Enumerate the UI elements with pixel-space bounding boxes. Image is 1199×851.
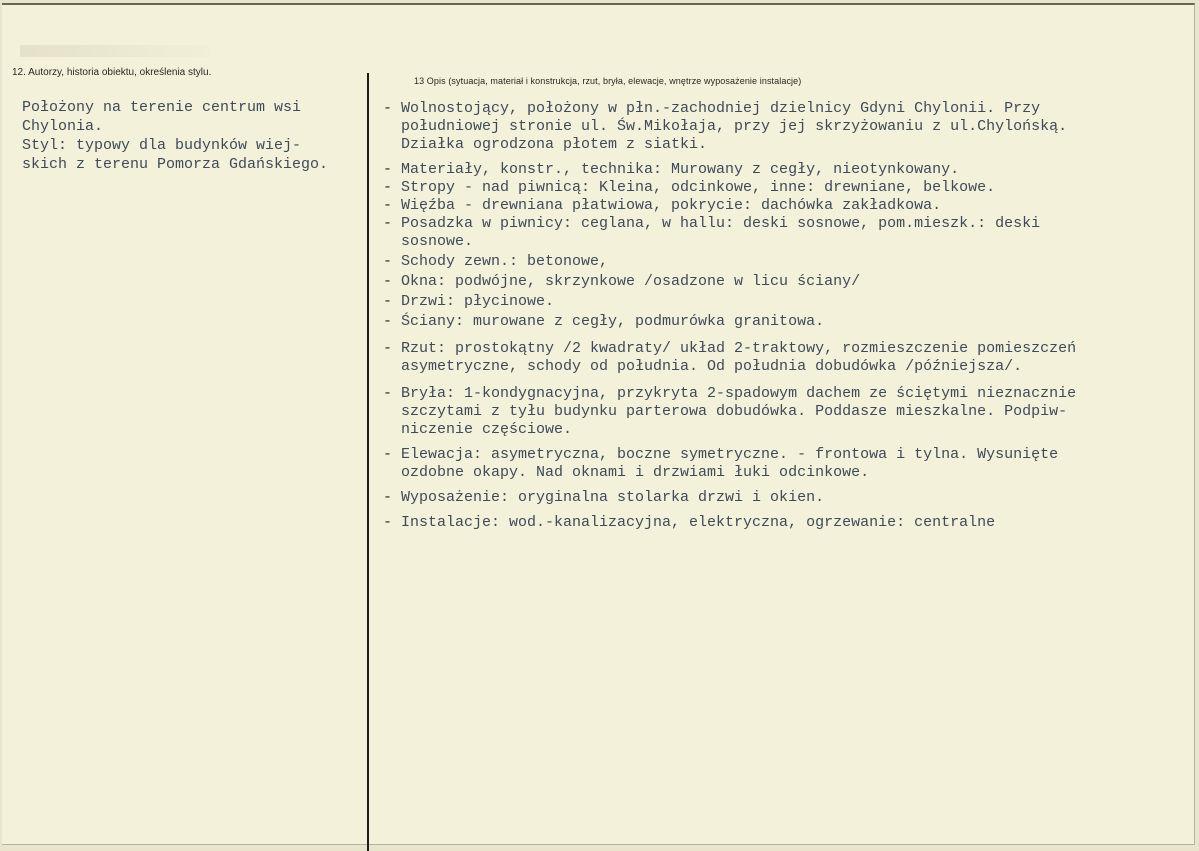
description-item-walls	[383, 313, 1183, 331]
description-item-installations	[383, 514, 1183, 532]
dash-marker: -	[383, 100, 393, 117]
description-item-flooring	[383, 215, 1183, 251]
description-item-text: Schody zewn.: betonowe,	[401, 253, 609, 270]
dash-marker: -	[383, 313, 393, 330]
description-item-doors	[383, 293, 1183, 311]
authors-history-text: Położony na terenie centrum wsi Chylonia. Styl: typowy dla budynków wiej- skich z terenu Pomorza Gdańskiego.	[22, 99, 329, 173]
dash-marker: -	[383, 215, 393, 232]
description-item-massing	[383, 385, 1183, 439]
description-item-text: Wolnostojący, położony w płn.-zachodniej dzielnicy Gdyni Chylonii. Przy południowej stronie ul. Św.Mikołaja, przy jej skrzyżowaniu z ul.Chylońską. Działka ogrodzona płotem z siatki.	[401, 100, 1068, 153]
dash-marker: -	[383, 446, 393, 463]
description-item-text: Ściany: murowane z cegły, podmurówka granitowa.	[401, 313, 825, 330]
description-list	[383, 100, 1183, 532]
dash-marker: -	[383, 273, 393, 290]
catalog-card	[2, 3, 1195, 845]
dash-marker: -	[383, 385, 393, 402]
description-item-text: Rzut: prostokątny /2 kwadraty/ układ 2-traktowy, rozmieszczenie pomieszczeń asymetryczne, schody od południa. Od południa dobudówka /późniejsza/.	[401, 340, 1077, 375]
description-item-text: Drzwi: płycinowe.	[401, 293, 555, 310]
description-item-furnishing	[383, 489, 1183, 507]
dash-marker: -	[383, 197, 393, 214]
description-item-text: Bryła: 1-kondygnacyjna, przykryta 2-spadowym dachem ze ściętymi nieznacznie szczytami z tyłu budynku parterowa dobudówka. Poddasze mieszkalne. Podpiw- niczenie częściowe.	[401, 385, 1077, 438]
description-item-elevation	[383, 446, 1183, 482]
description-item-text: Materiały, konstr., technika: Murowany z cegły, nieotynkowany.	[401, 161, 960, 178]
faded-stamp-mark	[20, 45, 210, 57]
section-13-header: 13 Opis (sytuacja, materiał i konstrukcja, rzut, bryła, elewacje, wnętrze wyposażenie instalacje)	[414, 76, 802, 86]
description-item-text: Elewacja: asymetryczna, boczne symetryczne. - frontowa i tylna. Wysunięte ozdobne okapy. Nad oknami i drzwiami łuki odcinkowe.	[401, 446, 1059, 481]
dash-marker: -	[383, 340, 393, 357]
description-item-text: Posadzka w piwnicy: ceglana, w hallu: deski sosnowe, pom.mieszk.: deski sosnowe.	[401, 215, 1041, 250]
dash-marker: -	[383, 253, 393, 270]
dash-marker: -	[383, 514, 393, 531]
section-12-header: 12. Autorzy, historia obiektu, określenia stylu.	[12, 67, 212, 78]
description-item-text: Więźba - drewniana płatwiowa, pokrycie: dachówka zakładkowa.	[401, 197, 942, 214]
description-item-text: Stropy - nad piwnicą: Kleina, odcinkowe, inne: drewniane, belkowe.	[401, 179, 996, 196]
description-item-windows	[383, 273, 1183, 291]
description-item-text: Okna: podwójne, skrzynkowe /osadzone w licu ściany/	[401, 273, 861, 290]
description-item-stairs	[383, 253, 1183, 271]
description-item-text: Wyposażenie: oryginalna stolarka drzwi i okien.	[401, 489, 825, 506]
column-divider	[367, 73, 369, 851]
dash-marker: -	[383, 489, 393, 506]
description-item-materials	[383, 161, 1183, 179]
dash-marker: -	[383, 179, 393, 196]
description-item-location	[383, 100, 1183, 154]
dash-marker: -	[383, 293, 393, 310]
description-item-ceilings	[383, 179, 1183, 197]
description-item-floor-plan	[383, 340, 1183, 376]
dash-marker: -	[383, 161, 393, 178]
description-item-text: Instalacje: wod.-kanalizacyjna, elektryczna, ogrzewanie: centralne	[401, 514, 996, 531]
description-item-roof-truss	[383, 197, 1183, 215]
